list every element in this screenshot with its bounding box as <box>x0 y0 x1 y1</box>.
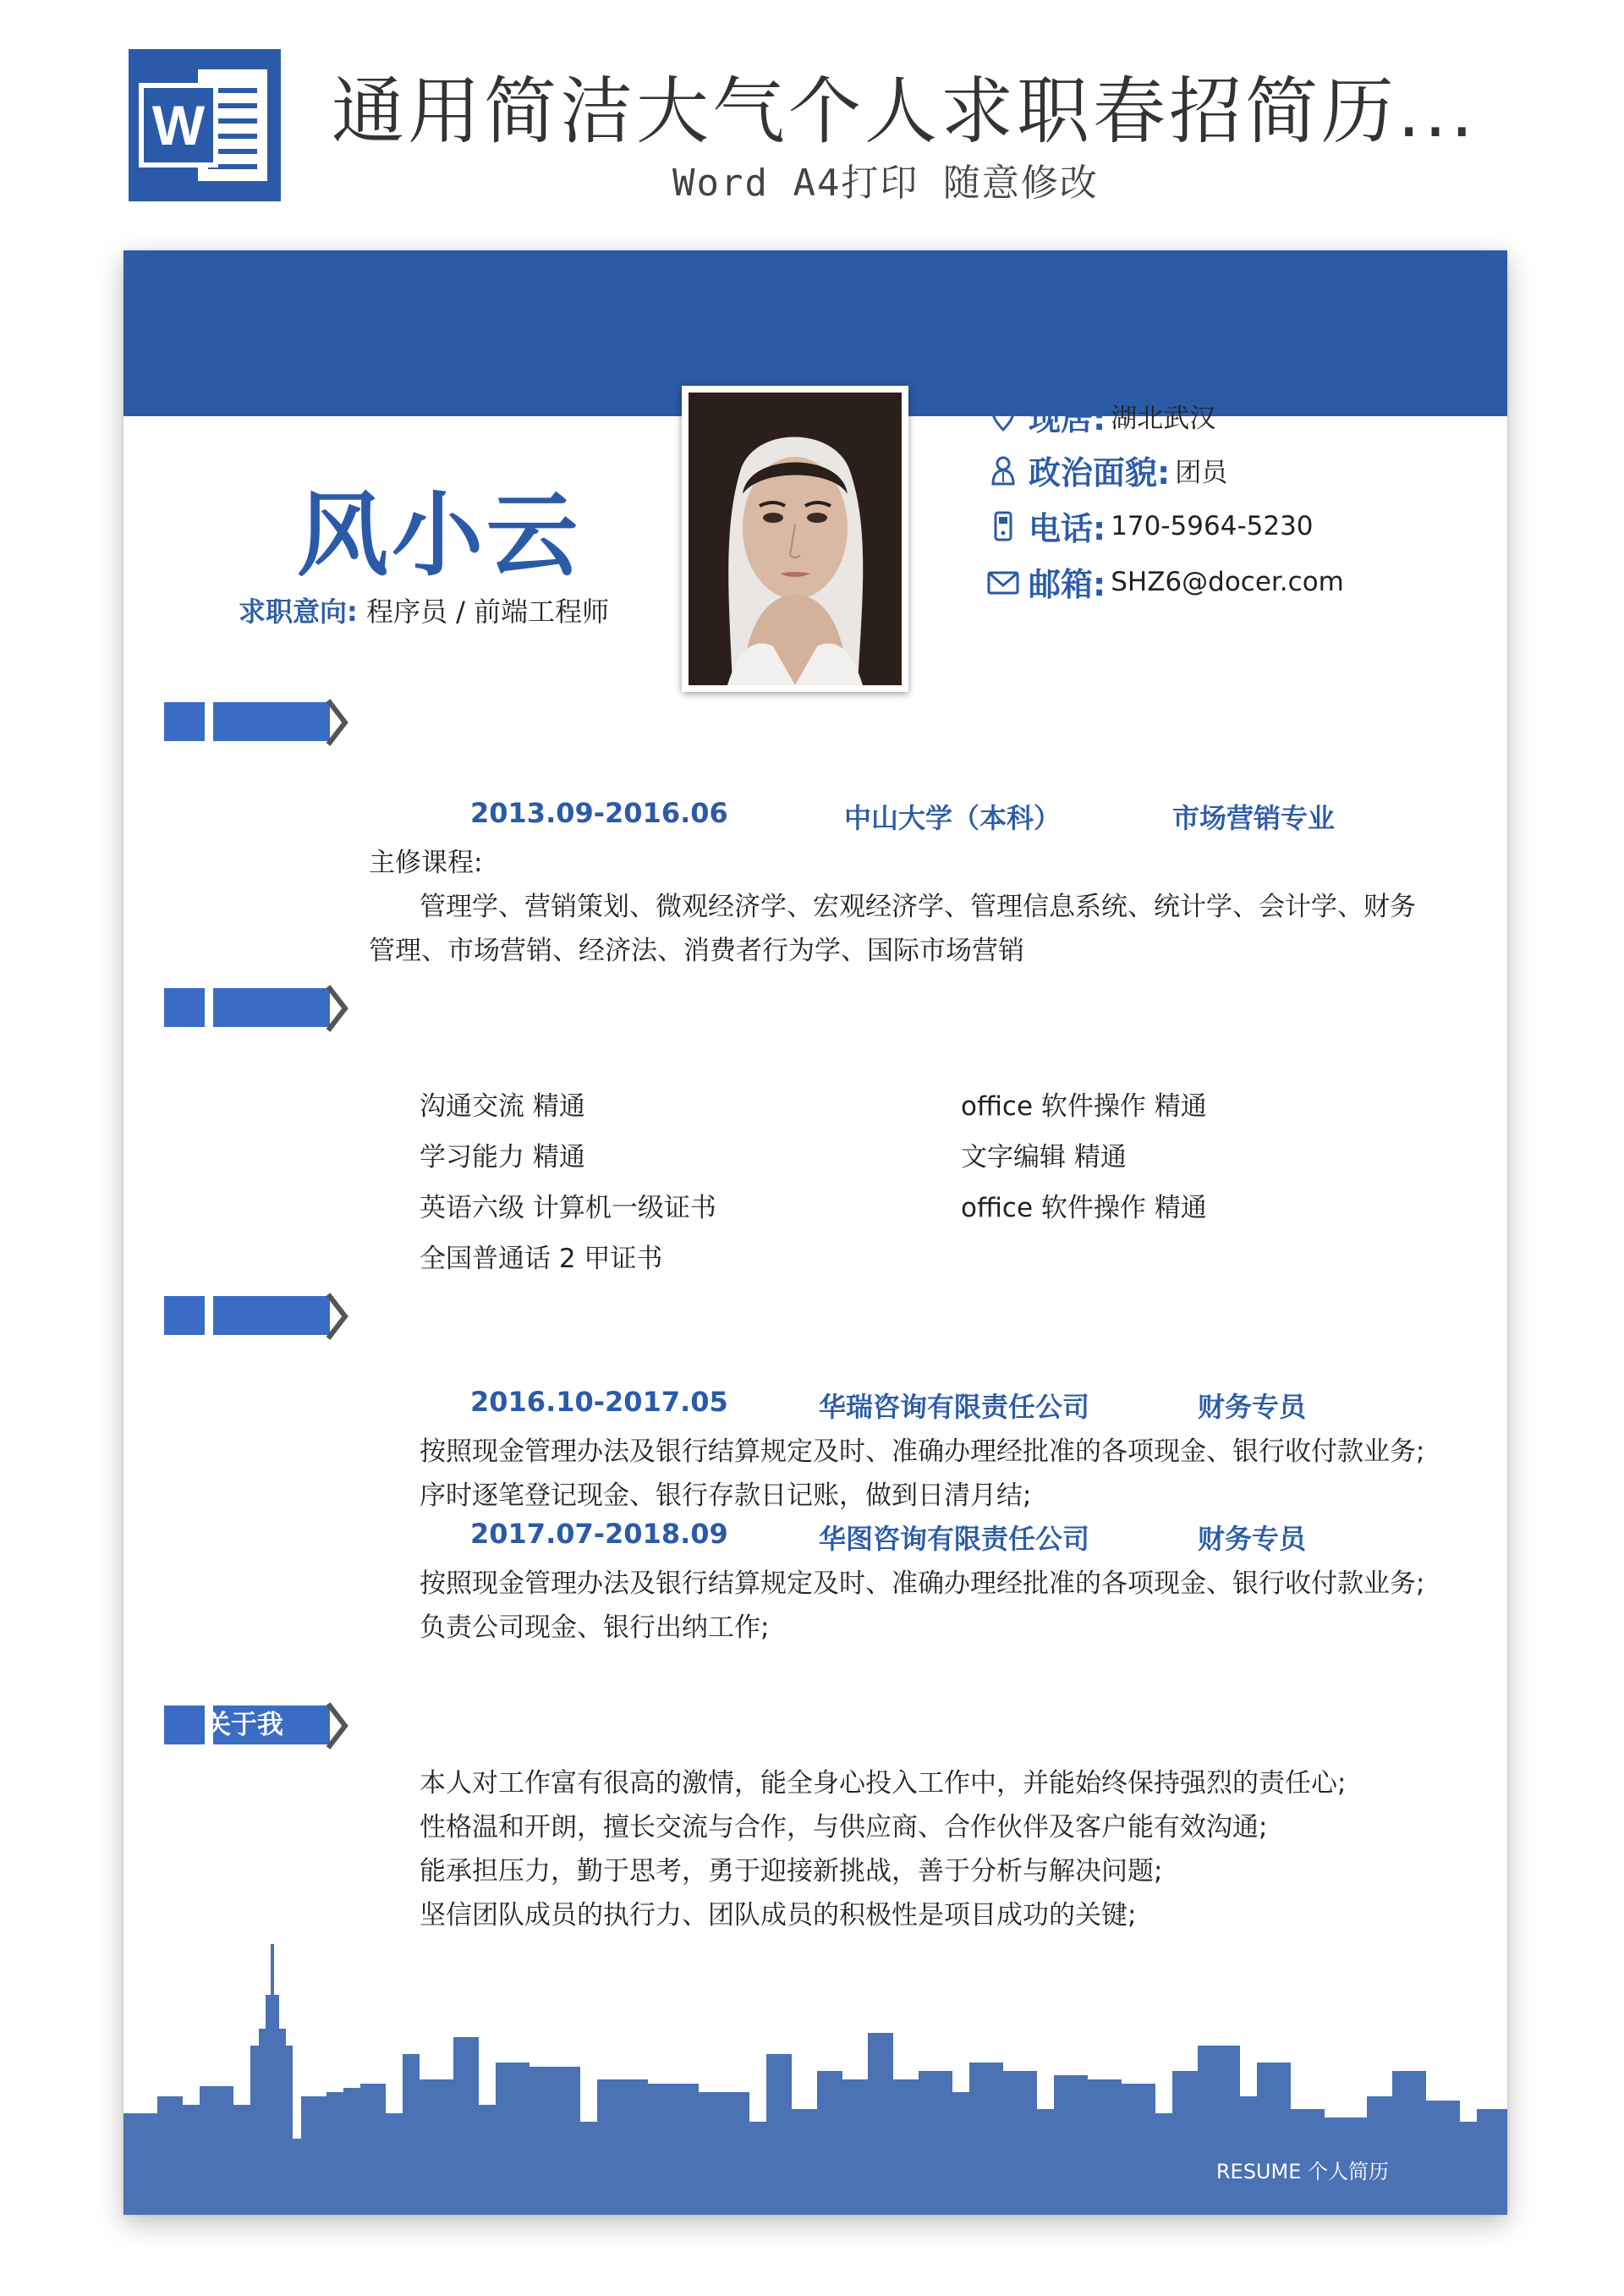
skill-right-2: 文字编辑 精通 <box>961 1142 1127 1173</box>
section-about-title: 关于我 <box>205 1710 283 1740</box>
about-line-4: 坚信团队成员的执行力、团队成员的积极性是项目成功的关键; <box>420 1900 1137 1931</box>
contact-political-label: 政治面貌: <box>1029 454 1171 492</box>
footer-resume-label: RESUME 个人简历 <box>1215 2160 1389 2183</box>
contact-email <box>986 558 1344 605</box>
portrait-image <box>689 393 902 685</box>
job-intent <box>239 590 609 629</box>
contact-location <box>986 393 1215 439</box>
exp1-line2: 序时逐笔登记现金、银行存款日记账，做到日清月结; <box>420 1480 1032 1511</box>
skill-left-1: 沟通交流 精通 <box>420 1091 585 1122</box>
word-document-icon <box>129 49 281 201</box>
person-icon <box>986 453 1020 487</box>
contact-location-value: 湖北武汉 <box>1111 404 1216 434</box>
section-about-header <box>164 1702 348 1749</box>
contact-location-label: 现居: <box>1029 400 1106 437</box>
phone-icon <box>986 509 1020 543</box>
section-education-header <box>164 699 348 746</box>
section-skills-header <box>164 985 348 1032</box>
banner-subtitle: Word A4打印 随意修改 <box>672 162 1099 205</box>
skill-left-2: 学习能力 精通 <box>420 1142 585 1173</box>
exp2-line2: 负责公司现金、银行出纳工作; <box>420 1612 770 1643</box>
about-line-3: 能承担压力，勤于思考，勇于迎接新挑战，善于分析与解决问题; <box>420 1856 1163 1887</box>
job-intent-value: 程序员 / 前端工程师 <box>365 596 610 628</box>
candidate-name: 风小云 <box>297 483 582 589</box>
location-icon <box>986 399 1020 433</box>
exp1-company: 华瑞咨询有限责任公司 <box>819 1391 1090 1423</box>
contact-email-value: SHZ6@docer.com <box>1111 566 1344 597</box>
edu-major: 市场营销专业 <box>1172 802 1336 834</box>
exp2-period: 2017.07-2018.09 <box>470 1518 728 1550</box>
profile-photo <box>682 386 908 692</box>
chevron-right-icon <box>325 985 348 1032</box>
contact-phone <box>986 503 1314 549</box>
contact-phone-value: 170-5964-5230 <box>1111 510 1314 541</box>
contact-email-label: 邮箱: <box>1029 566 1106 603</box>
preview-banner <box>0 0 1624 228</box>
edu-courses-line2: 管理、市场营销、经济法、消费者行为学、国际市场营销 <box>369 936 1024 966</box>
section-experience-header <box>164 1293 348 1340</box>
word-letter: W <box>139 83 218 168</box>
job-intent-label: 求职意向: <box>239 596 358 628</box>
banner-title: 通用简洁大气个人求职春招简历... <box>332 69 1478 154</box>
about-line-2: 性格温和开朗，擅长交流与合作，与供应商、合作伙伴及客户能有效沟通; <box>420 1812 1268 1843</box>
chevron-right-icon <box>325 1702 348 1749</box>
about-line-1: 本人对工作富有很高的激情，能全身心投入工作中，并能始终保持强烈的责任心; <box>420 1768 1347 1799</box>
contact-political <box>986 447 1227 493</box>
edu-courses-label: 主修课程: <box>369 848 483 878</box>
skill-left-4: 全国普通话 2 甲证书 <box>420 1244 663 1274</box>
edu-school: 中山大学（本科） <box>844 802 1062 834</box>
mail-icon <box>986 565 1020 599</box>
chevron-right-icon <box>325 1293 348 1340</box>
exp2-line1: 按照现金管理办法及银行结算规定及时、准确办理经批准的各项现金、银行收付款业务; <box>420 1568 1425 1599</box>
exp1-period: 2016.10-2017.05 <box>470 1386 728 1418</box>
skill-right-1: office 软件操作 精通 <box>961 1091 1207 1122</box>
exp1-line1: 按照现金管理办法及银行结算规定及时、准确办理经批准的各项现金、银行收付款业务; <box>420 1436 1425 1467</box>
exp2-company: 华图咨询有限责任公司 <box>819 1523 1090 1555</box>
skill-right-3: office 软件操作 精通 <box>961 1193 1207 1223</box>
edu-period: 2013.09-2016.06 <box>470 797 728 829</box>
exp2-role: 财务专员 <box>1198 1523 1307 1555</box>
resume-page <box>123 250 1507 2215</box>
contact-phone-label: 电话: <box>1029 510 1106 547</box>
exp1-role: 财务专员 <box>1198 1391 1307 1423</box>
skill-left-3: 英语六级 计算机一级证书 <box>420 1193 716 1223</box>
chevron-right-icon <box>325 699 348 746</box>
edu-courses-line1: 管理学、营销策划、微观经济学、宏观经济学、管理信息系统、统计学、会计学、财务 <box>420 892 1416 922</box>
contact-political-value: 团员 <box>1175 458 1228 488</box>
